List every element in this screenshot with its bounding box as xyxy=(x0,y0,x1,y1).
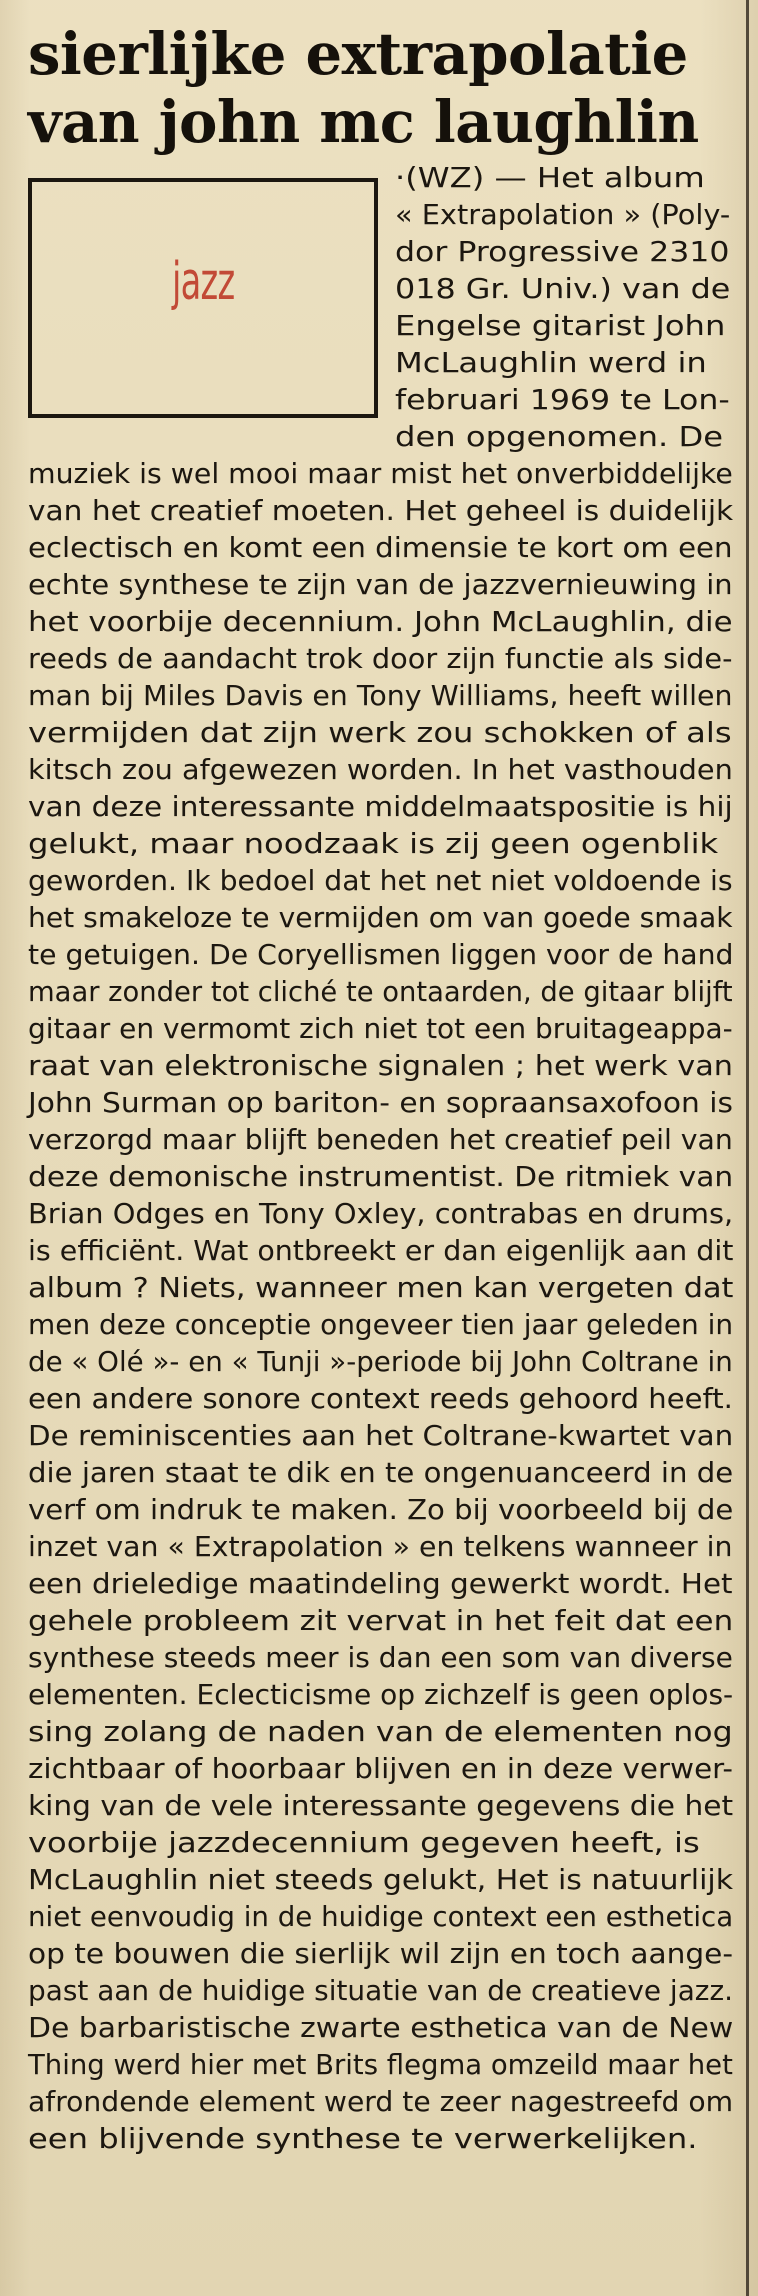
body-line: geworden. Ik bedoel dat het net niet voldoende is xyxy=(28,864,733,897)
body-line: voorbije jazzdecennium gegeven heeft, is xyxy=(28,1826,700,1859)
body-line: op te bouwen die sierlijk wil zijn en toch aange- xyxy=(28,1937,734,1970)
body-line: van deze interessante middelmaatspositie is hij xyxy=(28,790,733,823)
body-line: van het creatief moeten. Het geheel is duidelijk xyxy=(28,494,734,527)
body-line: het voorbije decennium. John McLaughlin, die xyxy=(28,605,733,638)
body-line: afrondende element werd te zeer nagestreefd om xyxy=(28,2085,734,2118)
body-line: muziek is wel mooi maar mist het onverbiddelijke xyxy=(28,457,733,490)
body-line: vermijden dat zijn werk zou schokken of als xyxy=(28,716,732,749)
body-line: gehele probleem zit vervat in het feit dat een xyxy=(28,1604,734,1637)
column-rule xyxy=(746,0,749,2296)
body-line: dor Progressive 2310 xyxy=(395,235,730,268)
body-line: McLaughlin niet steeds gelukt, Het is natuurlijk xyxy=(28,1863,734,1896)
body-line: McLaughlin werd in xyxy=(395,346,707,379)
body-line: inzet van « Extrapolation » en telkens wanneer in xyxy=(28,1530,733,1563)
body-line: een drieledige maatindeling gewerkt wordt. Het xyxy=(28,1567,733,1600)
body-line: « Extrapolation » (Poly- xyxy=(395,198,731,231)
body-line: een andere sonore context reeds gehoord heeft. xyxy=(28,1382,733,1415)
body-line: gitaar en vermomt zich niet tot een bruitageappa- xyxy=(28,1012,733,1045)
body-line: Engelse gitarist John xyxy=(395,309,726,342)
body-line: synthese steeds meer is dan een som van diverse xyxy=(28,1641,733,1674)
body-line: past aan de huidige situatie van de creatieve jazz. xyxy=(28,1974,733,2007)
body-line: echte synthese te zijn van de jazzvernieuwing in xyxy=(28,568,733,601)
body-line: verzorgd maar blijft beneden het creatief peil van xyxy=(28,1123,733,1156)
body-line: sing zolang de naden van de elementen nog xyxy=(28,1715,733,1748)
body-line: man bij Miles Davis en Tony Williams, heeft willen xyxy=(28,679,733,712)
body-line: de « Olé »- en « Tunji »-periode bij John Coltrane in xyxy=(28,1345,733,1378)
body-line: niet eenvoudig in de huidige context een esthetica xyxy=(28,1900,734,1933)
body-line: verf om indruk te maken. Zo bij voorbeeld bij de xyxy=(28,1493,734,1526)
body-line: die jaren staat te dik en te ongenuanceerd in de xyxy=(28,1456,734,1489)
section-label: jazz xyxy=(172,252,235,312)
body-line: den opgenomen. De xyxy=(395,420,724,453)
body-line: is efficiënt. Wat ontbreekt er dan eigenlijk aan dit xyxy=(28,1234,734,1267)
body-line: album ? Niets, wanneer men kan vergeten dat xyxy=(28,1271,734,1304)
article-headline xyxy=(28,20,738,156)
body-line: men deze conceptie ongeveer tien jaar geleden in xyxy=(28,1308,734,1341)
body-line: 018 Gr. Univ.) van de xyxy=(395,272,731,305)
body-line: reeds de aandacht trok door zijn functie als side- xyxy=(28,642,733,675)
body-line: februari 1969 te Lon- xyxy=(395,383,730,416)
body-line: kitsch zou afgewezen worden. In het vasthouden xyxy=(28,753,733,786)
body-line: king van de vele interessante gegevens die het xyxy=(28,1789,734,1822)
headline-line: van john mc laughlin xyxy=(28,88,699,156)
body-line: een blijvende synthese te verwerkelijken. xyxy=(28,2122,698,2155)
body-line: deze demonische instrumentist. De ritmiek van xyxy=(28,1160,734,1193)
body-line: raat van elektronische signalen ; het werk van xyxy=(28,1049,734,1082)
body-line: te getuigen. De Coryellismen liggen voor de hand xyxy=(28,938,734,971)
body-line: ·(WZ) — Het album xyxy=(395,161,705,194)
headline-line: sierlijke extrapolatie xyxy=(28,20,688,88)
body-line: John Surman op bariton- en sopraansaxofoon is xyxy=(28,1086,733,1119)
body-line: zichtbaar of hoorbaar blijven en in deze verwer- xyxy=(28,1752,733,1785)
body-line: Thing werd hier met Brits flegma omzeild maar het xyxy=(28,2048,733,2081)
body-line: elementen. Eclecticisme op zichzelf is geen oplos- xyxy=(28,1678,734,1711)
section-label-box xyxy=(28,178,378,418)
body-line: De reminiscenties aan het Coltrane-kwartet van xyxy=(28,1419,734,1452)
body-line: Brian Odges en Tony Oxley, contrabas en drums, xyxy=(28,1197,734,1230)
body-line: eclectisch en komt een dimensie te kort om een xyxy=(28,531,733,564)
body-line: het smakeloze te vermijden om van goede smaak xyxy=(28,901,733,934)
body-line: gelukt, maar noodzaak is zij geen ogenblik xyxy=(28,827,719,860)
body-line: maar zonder tot cliché te ontaarden, de gitaar blijft xyxy=(28,975,733,1008)
body-line: De barbaristische zwarte esthetica van de New xyxy=(28,2011,734,2044)
